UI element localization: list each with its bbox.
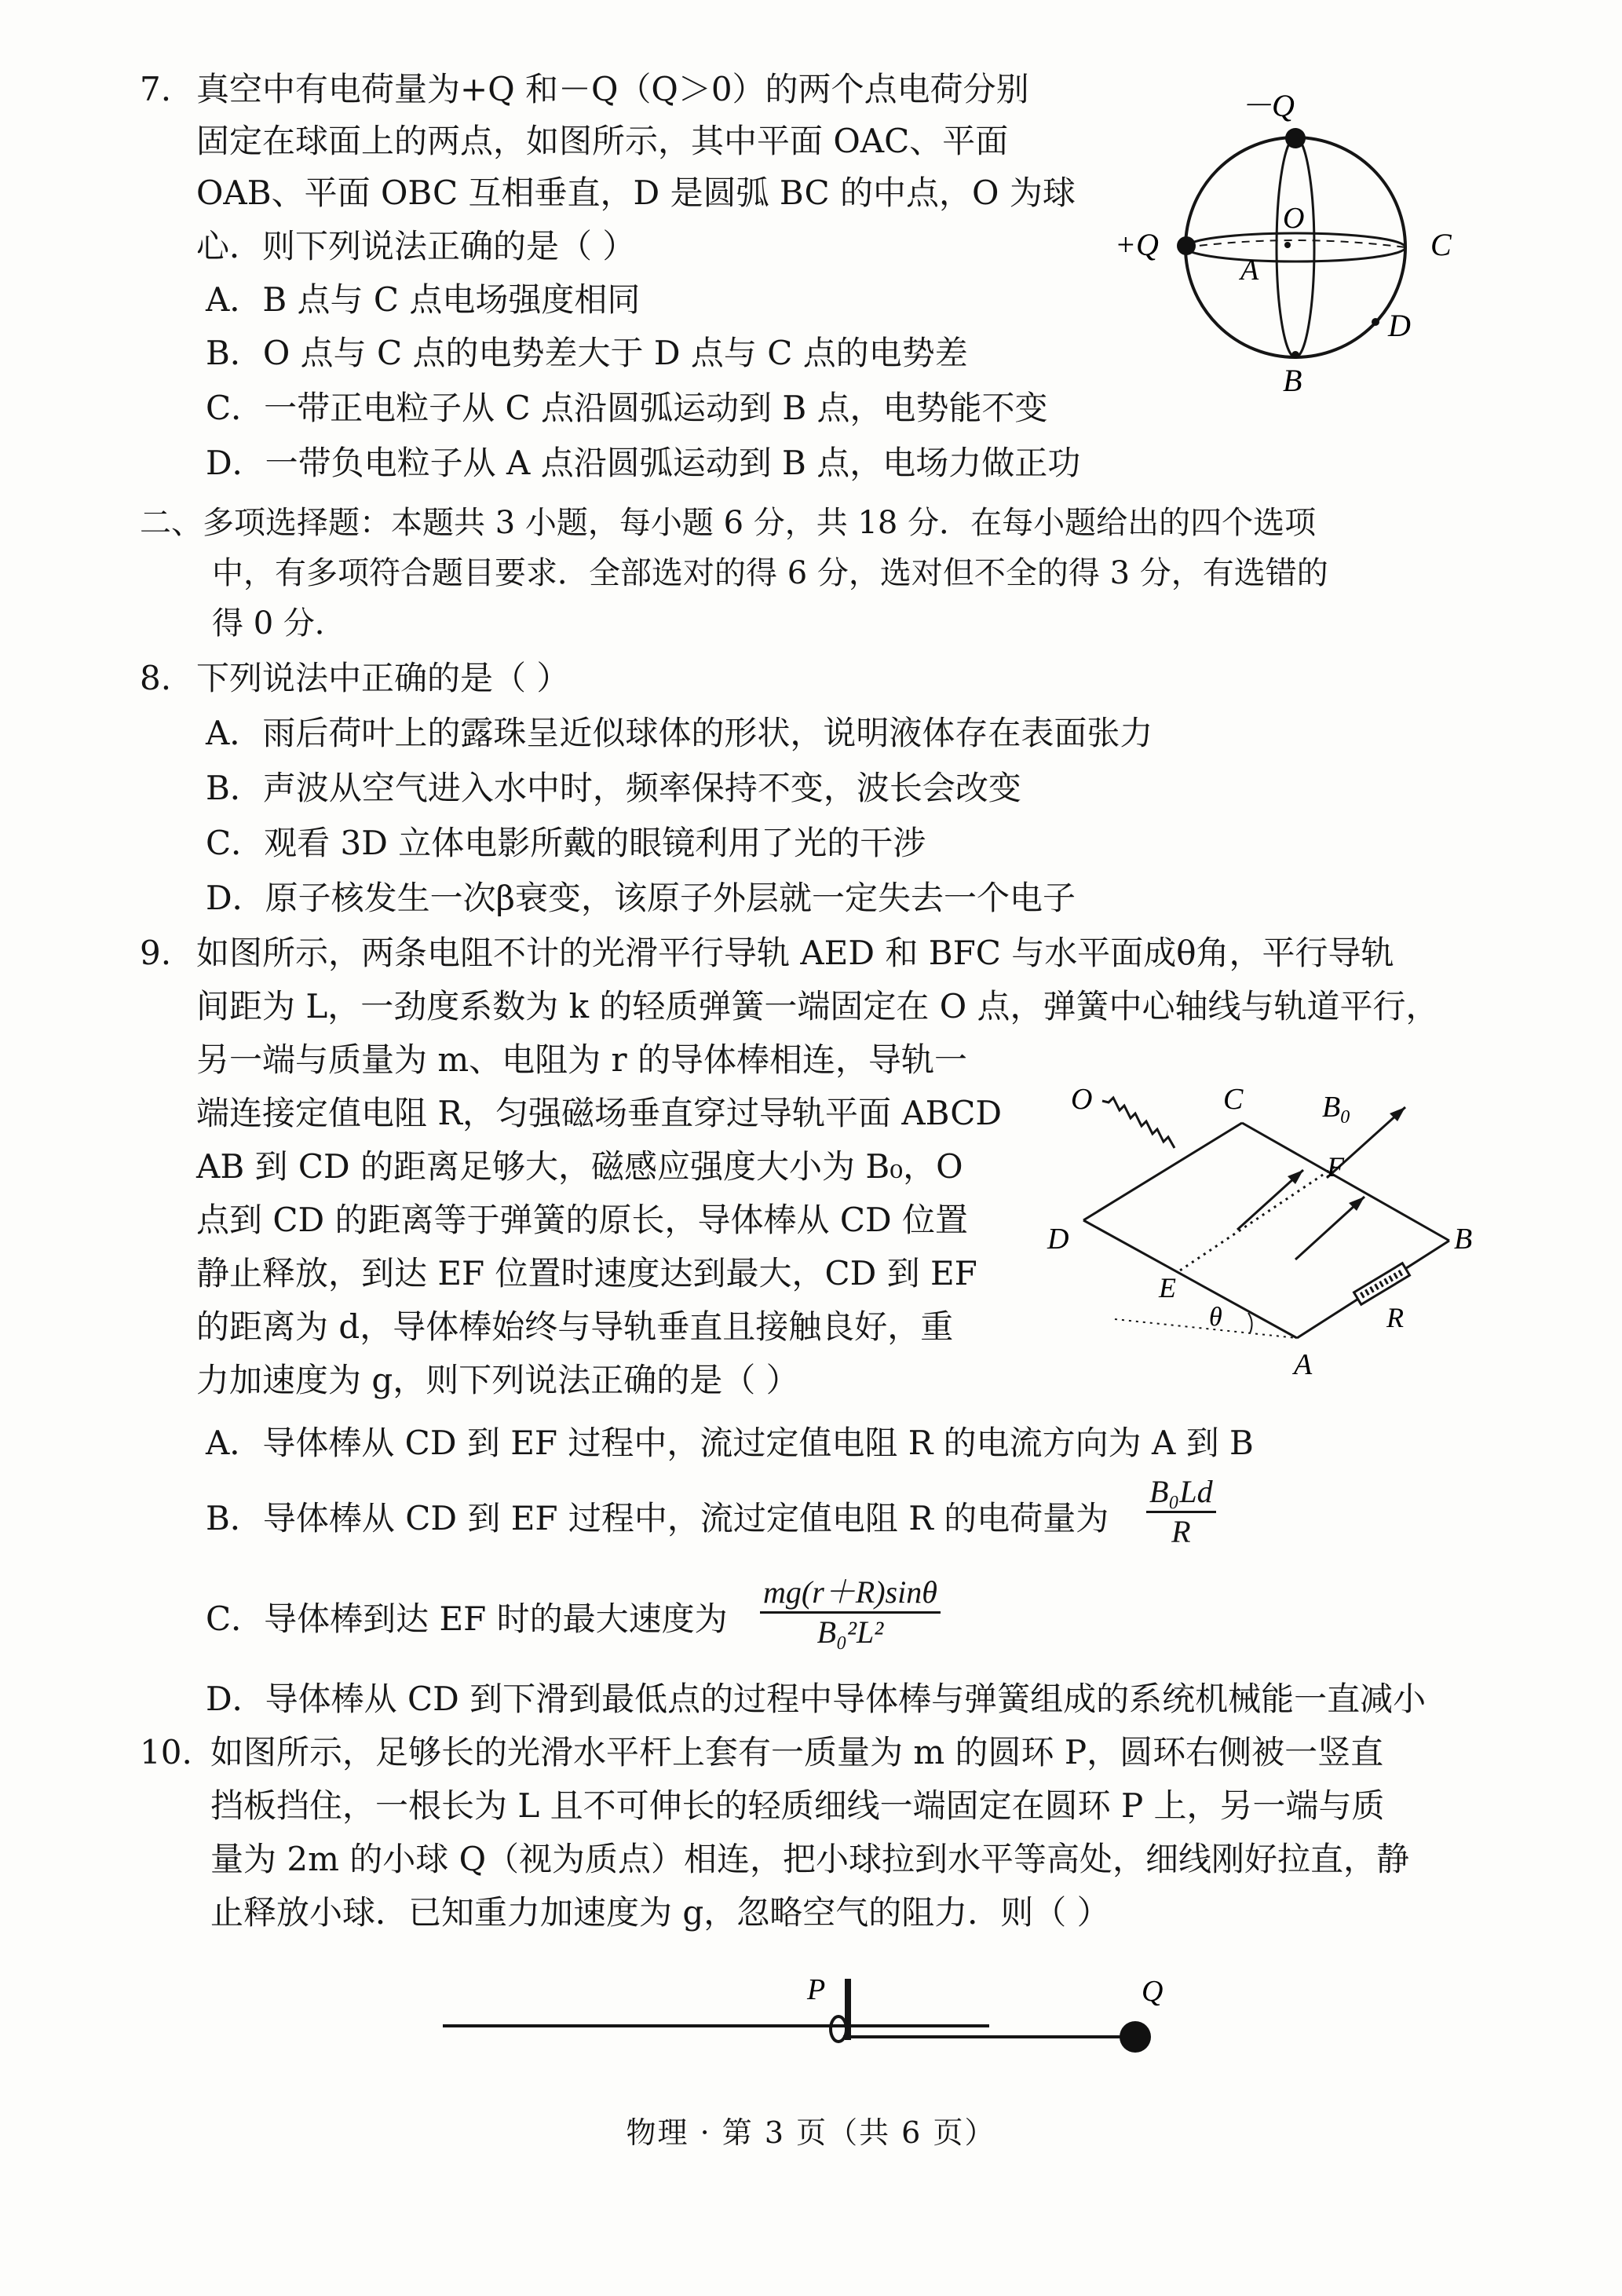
q9-option-a: A．导体棒从 CD 到 EF 过程中，流过定值电阻 R 的电流方向为 A 到 B xyxy=(206,1424,1254,1462)
q9-stem-line9: 力加速度为 g，则下列说法正确的是（ ） xyxy=(196,1361,799,1399)
q9-stem-line7: 静止释放，到达 EF 位置时速度达到最大，CD 到 EF xyxy=(196,1254,977,1292)
q9-option-d: D．导体棒从 CD 到下滑到最低点的过程中导体棒与弹簧组成的系统机械能一直减小 xyxy=(206,1680,1427,1718)
q9-stem-line8: 的距离为 d，导体棒始终与导轨垂直且接触良好，重 xyxy=(196,1307,954,1346)
bar-ef-dotted xyxy=(1178,1167,1335,1272)
q10-ring-ball-diagram xyxy=(440,1963,1178,2065)
label-d: D xyxy=(1388,308,1411,343)
q7-option-a: A．B 点与 C 点电场强度相同 xyxy=(206,280,641,319)
rail-da xyxy=(1083,1220,1297,1338)
label-e: E xyxy=(1159,1272,1176,1303)
equator-back-dashed xyxy=(1185,240,1405,247)
fraction-denominator: R xyxy=(1171,1514,1191,1549)
q8-option-a: A．雨后荷叶上的露珠呈近似球体的形状，说明液体存在表面张力 xyxy=(206,714,1153,752)
q9-stem-line3: 另一端与质量为 m、电阻为 r 的导体棒相连，导轨一 xyxy=(196,1040,967,1079)
meridian xyxy=(1277,137,1314,357)
page-footer: 物理 · 第 3 页（共 6 页） xyxy=(626,2115,996,2150)
q9-option-c-fraction xyxy=(760,1574,941,1651)
fraction-numerator: mg(r＋R)sinθ xyxy=(760,1574,941,1614)
label-a: A xyxy=(1294,1348,1313,1381)
q7-sphere-diagram xyxy=(1099,79,1460,408)
label-b: B xyxy=(1454,1223,1473,1256)
fraction-denominator: B₀²L² xyxy=(816,1614,884,1650)
spring xyxy=(1102,1098,1174,1148)
q10-stem-line1: 如图所示，足够长的光滑水平杆上套有一质量为 m 的圆环 P，圆环右侧被一竖直 xyxy=(210,1733,1384,1771)
label-d: D xyxy=(1047,1223,1069,1256)
label-c: C xyxy=(1223,1083,1244,1116)
equator-front xyxy=(1185,233,1405,261)
label-neg-q: －Q xyxy=(1240,88,1295,123)
section2-line1: 二、多项选择题：本题共 3 小题，每小题 6 分，共 18 分．在每小题给出的四个选项 xyxy=(140,505,1317,541)
q7-stem-line3: OAB、平面 OBC 互相垂直，D 是圆弧 BC 的中点，O 为球 xyxy=(196,174,1076,212)
label-o: O xyxy=(1283,202,1305,235)
q8-number: 8. xyxy=(140,659,172,697)
section2-line2: 中，有多项符合题目要求．全部选对的得 6 分，选对但不全的得 3 分，有选错的 xyxy=(212,555,1328,591)
label-b: B xyxy=(1283,363,1302,398)
label-theta: θ xyxy=(1209,1303,1222,1332)
q8-option-d: D．原子核发生一次β衰变，该原子外层就一定失去一个电子 xyxy=(206,879,1076,917)
label-p: P xyxy=(807,1973,826,2006)
label-pos-q: +Q xyxy=(1115,227,1159,262)
q10-stem-line3: 量为 2m 的小球 Q（视为质点）相连，把小球拉到水平等高处，细线刚好拉直，静 xyxy=(210,1840,1410,1878)
q10-stem-line2: 挡板挡住，一根长为 L 且不可伸长的轻质细线一端固定在圆环 P 上，另一端与质 xyxy=(210,1786,1385,1825)
q7-stem-line1: 真空中有电荷量为+Q 和－Q（Q＞0）的两个点电荷分别 xyxy=(196,70,1029,108)
q7-option-b: B．O 点与 C 点的电势差大于 D 点与 C 点的电势差 xyxy=(206,334,968,372)
ring-p xyxy=(831,2016,846,2042)
label-b0: $B_0$ xyxy=(1322,1091,1350,1128)
q7-option-d: D．一带负电粒子从 A 点沿圆弧运动到 B 点，电场力做正功 xyxy=(206,444,1081,482)
charge-neg-q xyxy=(1285,128,1306,148)
q9-stem-line4: 端连接定值电阻 R，匀强磁场垂直穿过导轨平面 ABCD xyxy=(196,1094,1003,1132)
q9-stem-line5: AB 到 CD 的距离足够大，磁感应强度大小为 B₀，O xyxy=(196,1147,963,1186)
label-f: F xyxy=(1327,1151,1344,1183)
q7-number: 7. xyxy=(140,70,172,108)
label-q: Q xyxy=(1142,1975,1164,2008)
ball-q xyxy=(1120,2021,1151,2053)
q9-stem-line6: 点到 CD 的距离等于弹簧的原长，导体棒从 CD 位置 xyxy=(196,1201,969,1239)
q7-stem-line4: 心．则下列说法正确的是（ ） xyxy=(196,227,636,265)
fraction-numerator: B₀Ld xyxy=(1146,1473,1216,1513)
label-a: A xyxy=(1240,254,1259,287)
q8-option-c: C．观看 3D 立体电影所戴的眼镜利用了光的干涉 xyxy=(206,824,926,862)
q8-option-b: B．声波从空气进入水中时，频率保持不变，波长会改变 xyxy=(206,769,1021,807)
q7-stem-line2: 固定在球面上的两点，如图所示，其中平面 OAC、平面 xyxy=(196,122,1009,160)
q10-number: 10. xyxy=(140,1733,192,1771)
q10-stem-line4: 止释放小球．已知重力加速度为 g，忽略空气的阻力．则（ ） xyxy=(210,1893,1110,1932)
label-r: R xyxy=(1386,1302,1404,1333)
q9-rail-diagram xyxy=(1047,1068,1492,1382)
label-c: C xyxy=(1430,227,1452,262)
label-o: O xyxy=(1071,1083,1093,1116)
q8-stem: 下列说法中正确的是（ ） xyxy=(196,659,570,697)
q9-option-b-fraction xyxy=(1146,1473,1216,1551)
q9-option-c: C．导体棒到达 EF 时的最大速度为 xyxy=(206,1600,728,1638)
angle-arc xyxy=(1248,1313,1252,1333)
charge-pos-q xyxy=(1177,236,1196,255)
point-d xyxy=(1372,318,1379,326)
center-point-o xyxy=(1284,242,1291,248)
edge-cd xyxy=(1083,1123,1242,1220)
q7-option-c: C．一带正电粒子从 C 点沿圆弧运动到 B 点，电势能不变 xyxy=(206,389,1048,427)
q9-option-b: B．导体棒从 CD 到 EF 过程中，流过定值电阻 R 的电荷量为 xyxy=(206,1499,1109,1537)
q9-stem-line2: 间距为 L，一劲度系数为 k 的轻质弹簧一端固定在 O 点，弹簧中心轴线与轨道平行， xyxy=(196,987,1439,1026)
rail-cb xyxy=(1242,1123,1449,1241)
point-b xyxy=(1291,351,1299,359)
q9-number: 9. xyxy=(140,934,172,972)
q9-stem-line1: 如图所示，两条电阻不计的光滑平行导轨 AED 和 BFC 与水平面成θ角，平行导轨 xyxy=(196,934,1394,972)
section2-line3: 得 0 分． xyxy=(212,605,346,642)
